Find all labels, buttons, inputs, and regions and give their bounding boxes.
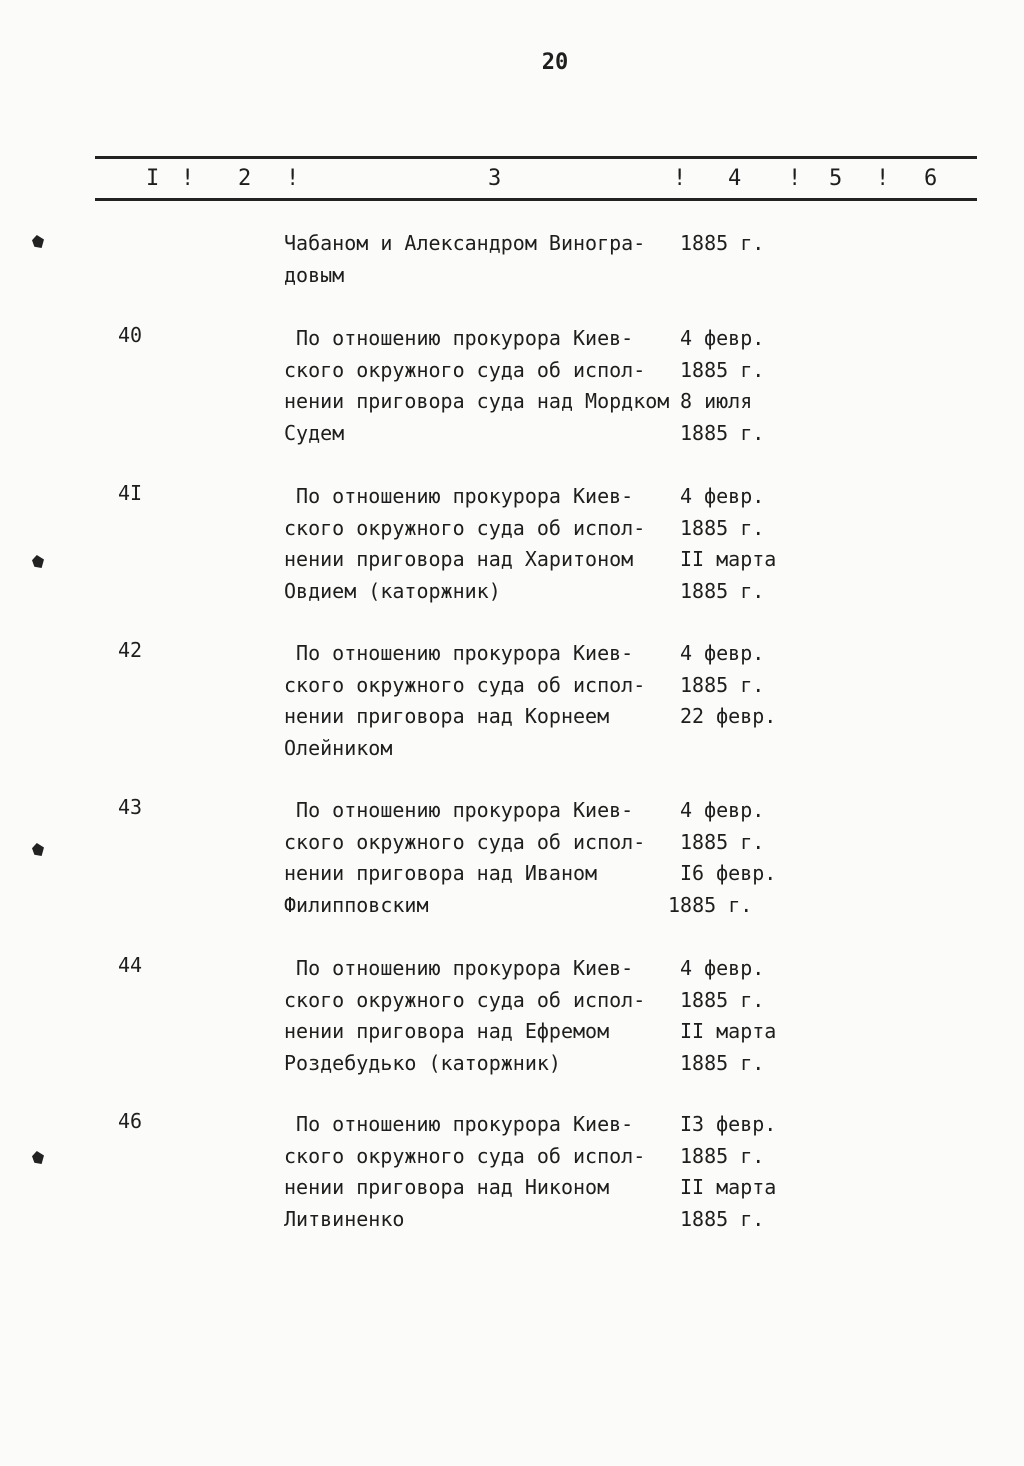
entry-number: 42 xyxy=(118,638,143,662)
column-separator: ! xyxy=(876,166,890,191)
header-rule-top xyxy=(95,156,977,159)
entry-number: 4I xyxy=(118,481,143,505)
entry-description: Чабаном и Александром Виногра- довым xyxy=(284,231,646,287)
entry-dates: I3 февр. 1885 г. II марта 1885 г. xyxy=(680,1112,777,1231)
column-header-3: 3 xyxy=(488,166,502,191)
entry-number: 44 xyxy=(118,953,143,977)
column-header-1: I xyxy=(146,166,160,191)
entry-description: По отношению прокурора Киев- ского окружного суда об испол- нении приговора над Харитоном Овдием (каторжник) xyxy=(284,484,646,603)
table-row xyxy=(0,1109,1024,1249)
entry-dates: 4 февр. 1885 г. 22 февр. xyxy=(680,641,777,728)
column-header-6: 6 xyxy=(924,166,938,191)
entry-number: 40 xyxy=(118,323,143,347)
page-number: 20 xyxy=(541,50,569,75)
column-header-4: 4 xyxy=(728,166,742,191)
column-separator: ! xyxy=(673,166,687,191)
column-header-5: 5 xyxy=(829,166,843,191)
entry-description: По отношению прокурора Киев- ского окружного суда об испол- нении приговора над Корнеем Олейником xyxy=(284,641,646,760)
header-rule-bottom xyxy=(95,198,977,201)
column-separator: ! xyxy=(286,166,300,191)
entry-description: По отношению прокурора Киев- ского окружного суда об испол- нении приговора над Ефремом Роздебудько (каторжник) xyxy=(284,956,646,1075)
column-separator: ! xyxy=(788,166,802,191)
table-row xyxy=(0,481,1024,621)
table-row xyxy=(0,953,1024,1093)
table-row xyxy=(0,795,1024,935)
entry-description: По отношению прокурора Киев- ского окружного суда об испол- нении приговора суда над Мордком Судем xyxy=(284,326,670,445)
entry-description: По отношению прокурора Киев- ского окружного суда об испол- нении приговора над Никоном Литвиненко xyxy=(284,1112,646,1231)
column-separator: ! xyxy=(181,166,195,191)
column-header-2: 2 xyxy=(238,166,252,191)
entry-dates: 4 февр. 1885 г. II марта 1885 г. xyxy=(680,484,777,603)
entry-dates: 4 февр. 1885 г. II марта 1885 г. xyxy=(680,956,777,1075)
entry-dates: 1885 г. xyxy=(680,231,765,255)
entry-dates: 4 февр. 1885 г. 8 июля 1885 г. xyxy=(680,326,765,445)
table-row xyxy=(0,323,1024,463)
entry-number: 43 xyxy=(118,795,143,819)
table-row xyxy=(0,638,1024,778)
entry-description: По отношению прокурора Киев- ского окружного суда об испол- нении приговора над Иваном Филипповским xyxy=(284,798,646,917)
entry-dates: 4 февр. 1885 г. I6 февр. 1885 г. xyxy=(668,798,777,917)
entry-number: 46 xyxy=(118,1109,143,1133)
